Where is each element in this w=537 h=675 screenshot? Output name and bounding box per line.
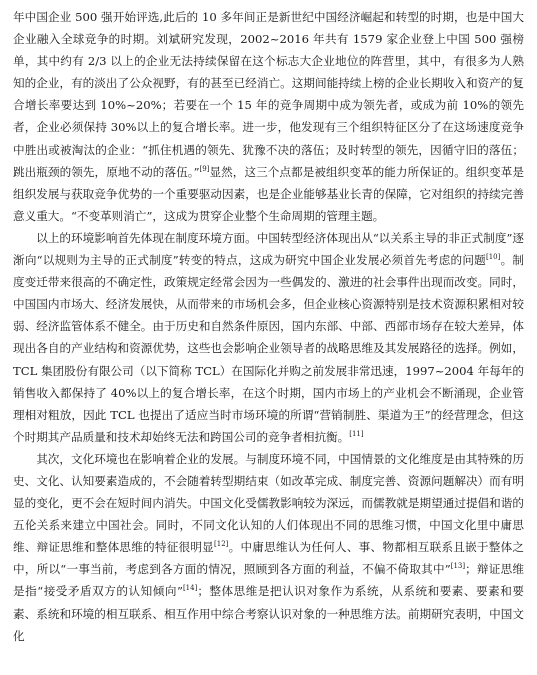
citation-reference: [14] <box>182 584 198 593</box>
citation-reference: [9] <box>199 164 210 173</box>
paragraph-text: 年中国企业 500 强开始评选,此后的 10 多年间正是新世纪中国经济崛起和转型的时期，也是中国大企业融入全球竞争的时期。刘斌研究发现，2002~2016 年共有 1579 家企业登上中国 500 强榜单，其中约有 2/3 以上的企业无法持续保留在这个标志大企业地位的阵营里，其中，有很多为人熟知的企业，有的淡出了公众视野，有的甚至已经消亡。这期间能持续上榜的企业长期收入和资产的复合增长率要达到 10%~20%；若要在一个 15 年的竞争周期中成为领先者，或成为前 10%的领先者，企业必须保持 30%以上的复合增长率。进一步，他发现有三个组织特征区分了在这场速度竞争中胜出或被淘汰的企业：“抓住机遇的领先、犹豫不决的落伍；及时转型的领先，因循守旧的落伍；跳出瓶颈的领先，原地不动的落伍。” <box>13 10 524 179</box>
paragraph-text: 。制度变迁带来很高的不确定性，政策规定经常会因为一些偶发的、激进的社会事件出现而改变。同时，中国国内市场大、经济发展快，从而带来的市场机会多，但企业核心资源特别是技术资源积累相对较弱、经济监管体系不健全。由于历史和自然条件原因，国内东部、中部、西部市场存在较大差异，体现出各自的产业结构和资源优势，这些也会影响企业领导者的战略思维及其发展路径的选择。例如，TCL 集团股份有限公司（以下简称 TCL）在国际化并购之前发展非常迅速，1997~2004 年每年的销售收入都保持了 40%以上的复合增长率，在这个时期，国内市场上的产业机会不断涌现，企业管理相对粗放，因此 TCL 也提出了适应当时市场环境的所谓“营销制胜、渠道为王”的经营理念，但这个时期其产品质量和技术却始终无法和跨国公司的竞争者相抗衡。 <box>13 253 524 444</box>
citation-reference: [10] <box>485 253 501 262</box>
paragraph-text: 显然，这三个点都是被组织变革的能力所保证的。组织变革是组织发展与获取竞争优势的一个重要驱动因素，也是企业能够基业长青的保障，它对组织的持续完善意义重大。“不变革则消亡”，这成为贯穿企业整个生命周期的管理主题。 <box>13 164 524 223</box>
citation-reference: [12] <box>214 540 229 549</box>
paragraph-text: 。中庸思维认为任何人、事、物都相互联系且嵌于整体之中，所以“一事当前，考虑到各方面的情况，照顾到各方面的利益，不偏不倚取其中” <box>13 540 524 577</box>
citation-reference: [13] <box>450 562 466 571</box>
paragraph-text: ；辩证思维是指“接受矛盾双方的认知倾向” <box>13 562 524 599</box>
paragraph-institutional-environment <box>13 227 524 448</box>
citation-reference: [11] <box>349 429 364 438</box>
paragraph-enterprise-competition <box>13 6 524 227</box>
paragraph-text: ；整体思维是把认识对象作为系统，从系统和要素、要素和要素、系统和环境的相互联系、相互作用中综合考察认识对象的一种思维方法。前期研究表明，中国文化 <box>13 584 524 643</box>
paragraph-text: 其次，文化环境也在影响着企业的发展。与制度环境不同，中国情景的文化维度是由其特殊的历史、文化、认知要素造成的，不会随着转型期结束（如改革完成、制度完善、资源问题解决）而有明显的变化，更不会在短时间内消失。中国文化受儒教影响较为深远，而儒教就是期望通过提倡和谐的五伦关系来建立中国社会。同时，不同文化认知的人们体现出不同的思维习惯，中国文化里中庸思维、辩证思维和整体思维的特征很明显 <box>13 451 524 555</box>
paragraph-text: 以上的环境影响首先体现在制度环境方面。中国转型经济体现出从“以关系主导的非正式制度”逐渐向“以规则为主导的正式制度”转变的特点，这成为研究中国企业发展必须首先考虑的问题 <box>13 230 524 268</box>
paragraph-cultural-environment <box>13 448 524 647</box>
